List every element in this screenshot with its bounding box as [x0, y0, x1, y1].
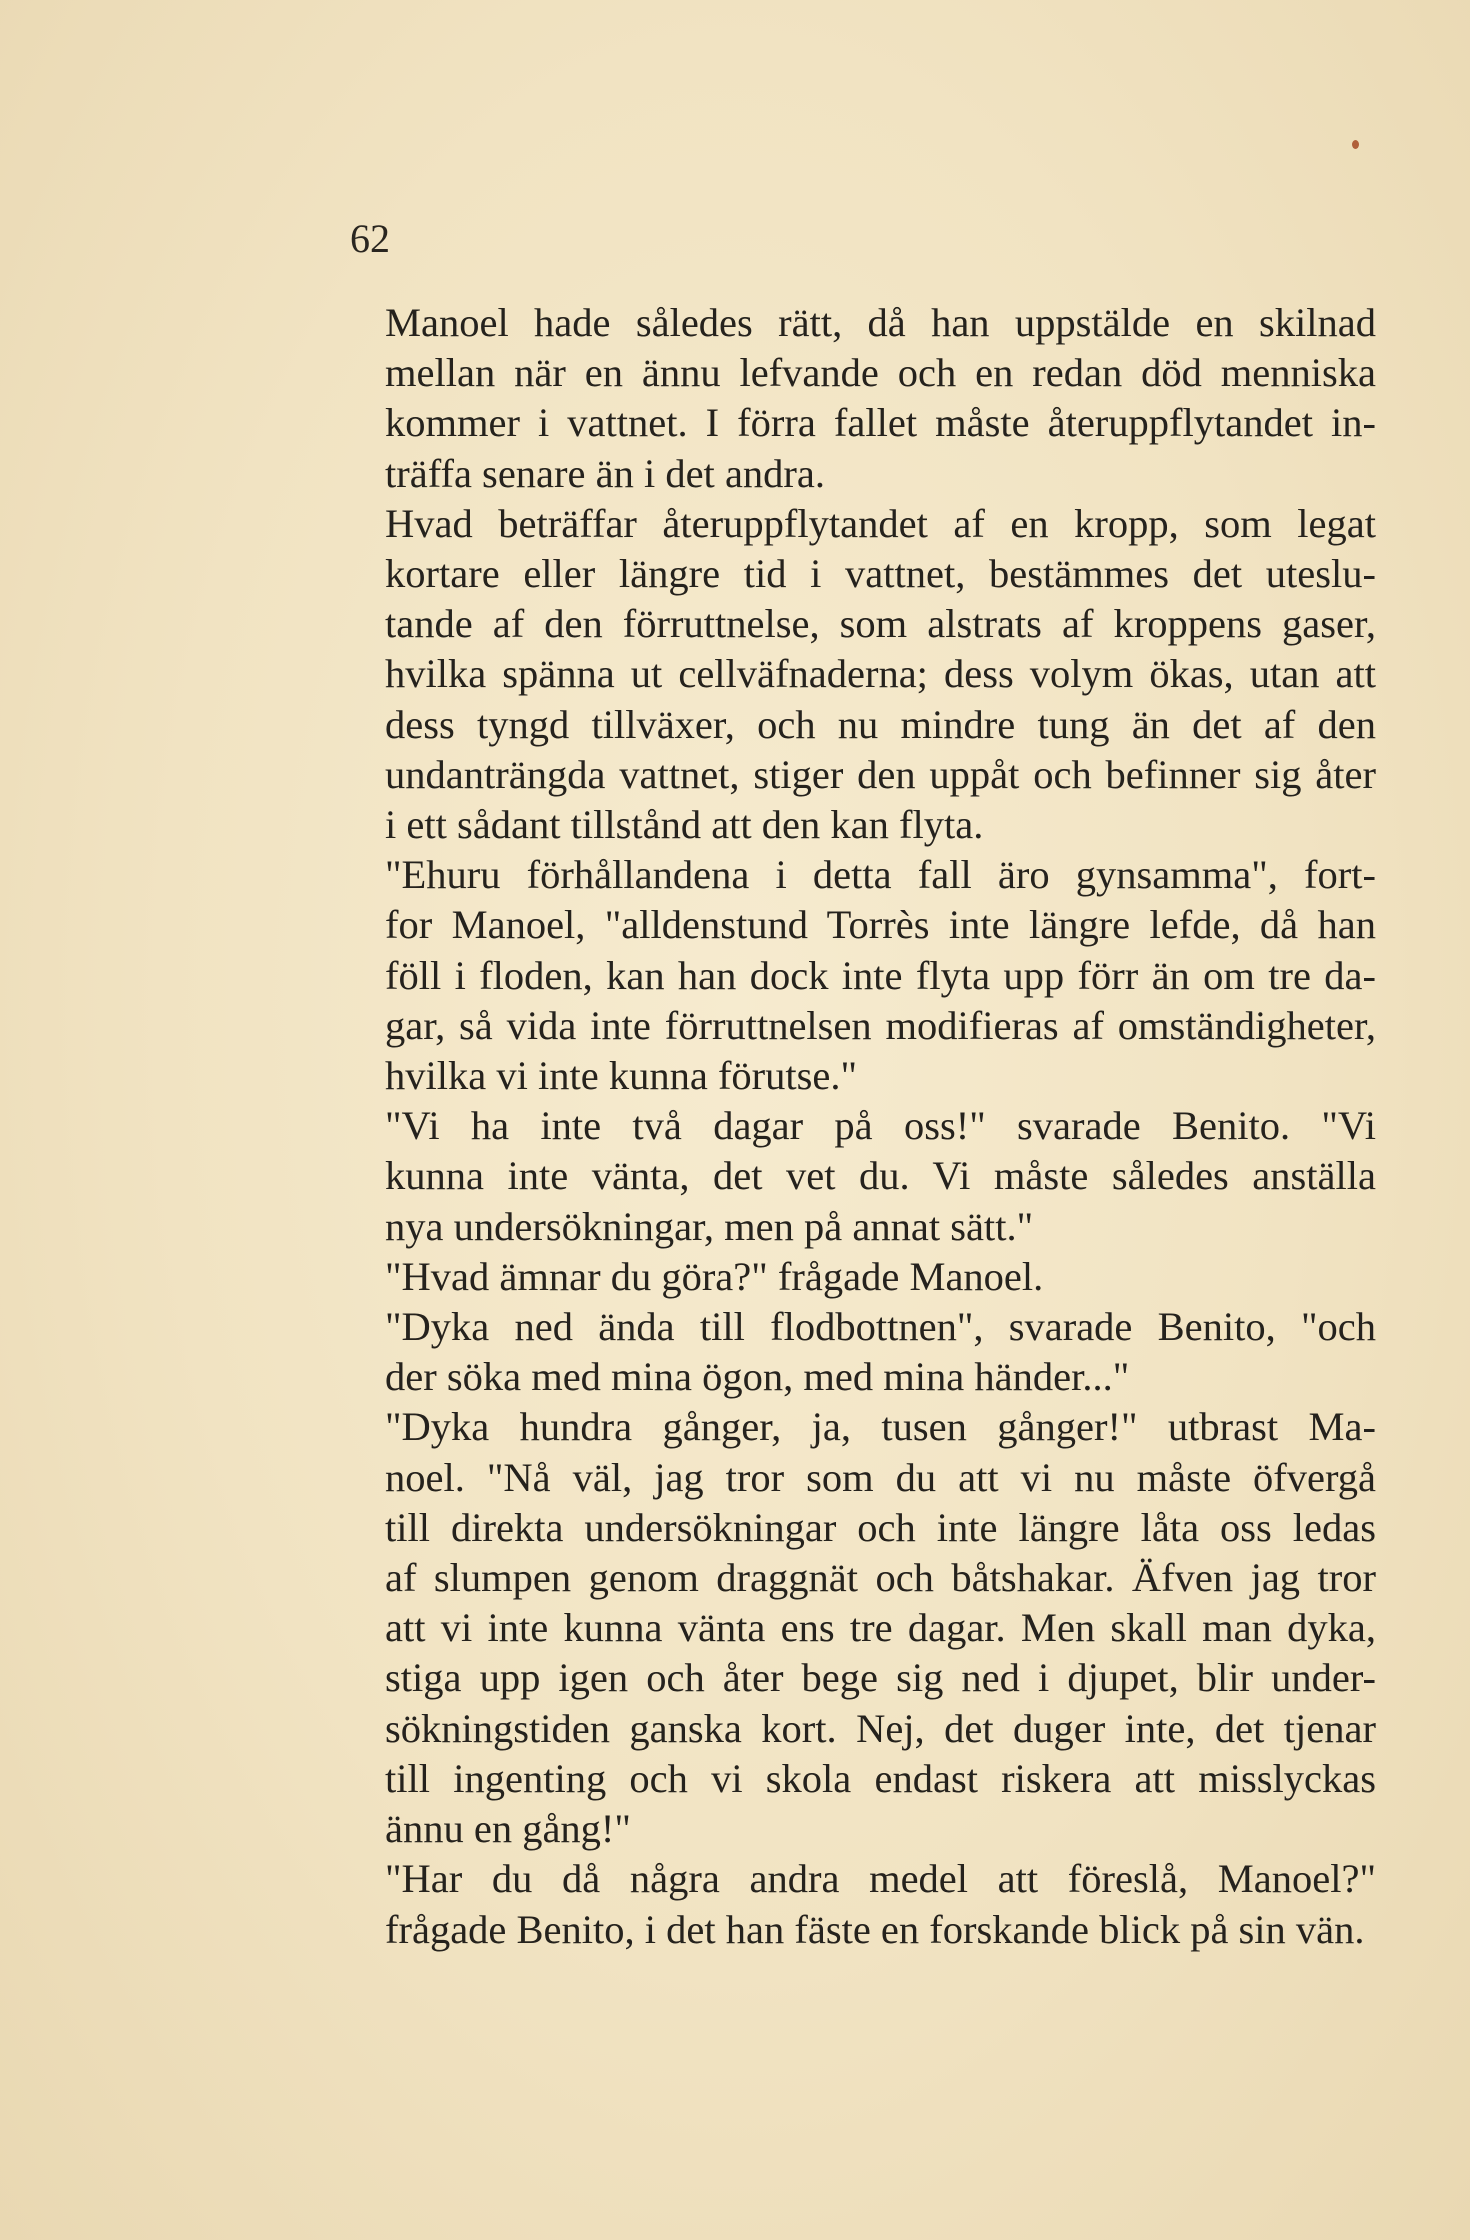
page-number: 62 [350, 216, 390, 261]
body-text [298, 298, 1376, 1955]
text-line: till ingenting och vi skola endast riskera att misslyckas [385, 1755, 1376, 1801]
text-line: undanträngda vattnet, stiger den uppåt och befinner sig åter [385, 751, 1376, 797]
paragraph [298, 298, 1376, 499]
text-line: kommer i vattnet. I förra fallet måste återuppflytandet in- [385, 400, 1376, 446]
text-line: stiga upp igen och åter bege sig ned i djupet, blir under- [385, 1655, 1376, 1701]
text-line: dess tyngd tillväxer, och nu mindre tung än det af den [385, 701, 1376, 747]
text-line: träffa senare än i det andra. [385, 450, 826, 496]
text-line: Manoel hade således rätt, då han uppstälde en skilnad [385, 300, 1376, 345]
text-line: kortare eller längre tid i vattnet, bestämmes det uteslu- [385, 551, 1376, 597]
text-line: i ett sådant tillstånd att den kan flyta. [385, 802, 984, 848]
text-line: "Dyka hundra gånger, ja, tusen gånger!" utbrast Ma- [385, 1404, 1376, 1450]
text-line: "Hvad ämnar du göra?" frågade Manoel. [385, 1253, 1044, 1299]
text-line: "Har du då några andra medel att föreslå, Manoel?" [385, 1856, 1376, 1902]
text-line: tande af den förruttnelse, som alstrats af kroppens gaser, [385, 601, 1376, 647]
text-line: Hvad beträffar återuppflytandet af en kropp, som legat [385, 500, 1376, 546]
text-line: "Dyka ned ända till flodbottnen", svarade Benito, "och [385, 1304, 1376, 1350]
paragraph [298, 1302, 1376, 1402]
text-line: att vi inte kunna vänta ens tre dagar. Men skall man dyka, [385, 1605, 1376, 1651]
text-line: ännu en gång!" [385, 1806, 631, 1852]
text-line: "Ehuru förhållandena i detta fall äro gynsamma", fort- [385, 852, 1376, 898]
paragraph [298, 850, 1376, 1101]
text-line: gar, så vida inte förruttnelsen modifieras af omständigheter, [385, 1002, 1376, 1048]
text-line: for Manoel, "alldenstund Torrès inte längre lefde, då han [385, 902, 1376, 948]
text-line: sökningstiden ganska kort. Nej, det duger inte, det tjenar [385, 1705, 1376, 1751]
text-line: mellan när en ännu lefvande och en redan död menniska [385, 350, 1376, 396]
text-line: kunna inte vänta, det vet du. Vi måste således anställa [385, 1153, 1376, 1199]
text-line: föll i floden, kan han dock inte flyta upp förr än om tre da- [385, 952, 1376, 998]
text-line: till direkta undersökningar och inte längre låta oss ledas [385, 1504, 1376, 1550]
text-line: hvilka spänna ut cellväfnaderna; dess volym ökas, utan att [385, 651, 1376, 697]
paragraph [298, 1402, 1376, 1854]
ink-speck [1352, 140, 1359, 149]
paragraph [298, 499, 1376, 850]
paragraph [298, 1252, 1376, 1302]
text-line: hvilka vi inte kunna förutse." [385, 1053, 858, 1099]
text-line: af slumpen genom draggnät och båtshakar. Äfven jag tror [385, 1555, 1376, 1601]
text-line: noel. "Nå väl, jag tror som du att vi nu måste öfvergå [385, 1454, 1376, 1500]
text-line: "Vi ha inte två dagar på oss!" svarade Benito. "Vi [385, 1103, 1376, 1149]
text-line: frågade Benito, i det han fäste en forskande blick på sin vän. [385, 1906, 1365, 1952]
text-line: nya undersökningar, men på annat sätt." [385, 1203, 1034, 1249]
text-line: der söka med mina ögon, med mina händer..." [385, 1354, 1130, 1400]
paragraph [298, 1854, 1376, 1954]
paragraph [298, 1101, 1376, 1252]
